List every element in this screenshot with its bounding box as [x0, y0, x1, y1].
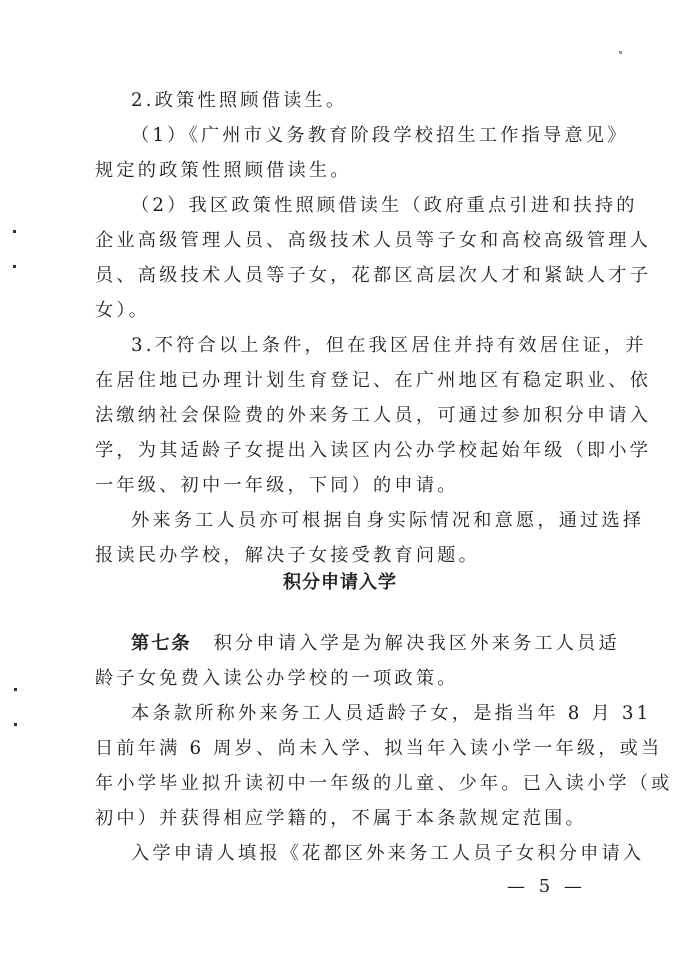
text-line: 本条款所称外来务工人员适龄子女，是指当年 8 月 31 — [131, 703, 652, 724]
text-line: （1）《广州市义务教育阶段学校招生工作指导意见》 — [131, 125, 629, 146]
article-label: 第七条 — [131, 633, 192, 654]
text-line: 入学申请人填报《花都区外来务工人员子女积分申请入 — [131, 843, 645, 864]
binding-hole-mark — [13, 265, 16, 268]
text-line: 日前年满 6 周岁、尚未入学、拟当年入读小学一年级，或当 — [95, 738, 663, 759]
text-line: 规定的政策性照顾借读生。 — [95, 160, 352, 181]
text-line: 在居住地已办理计划生育登记、在广州地区有稳定职业、依 — [95, 370, 652, 391]
article-text: 积分申请入学是为解决我区外来务工人员适 — [213, 633, 620, 654]
text-line: 年小学毕业拟升读初中一年级的儿童、少年。已入读小学（或 — [95, 773, 673, 794]
page-number: — 5 — — [507, 876, 586, 897]
scan-speck — [619, 51, 622, 54]
binding-hole-mark — [14, 723, 17, 726]
text-line: 企业高级管理人员、高级技术人员等子女和高校高级管理人 — [95, 230, 652, 251]
text-line: 女）。 — [95, 300, 151, 321]
text-line: 外来务工人员亦可根据自身实际情况和意愿，通过选择 — [131, 510, 645, 531]
binding-hole-mark — [13, 230, 16, 233]
text-line: 2.政策性照顾借读生。 — [131, 90, 348, 111]
article-first-line — [131, 633, 620, 655]
binding-hole-mark — [14, 688, 17, 691]
text-line: 龄子女免费入读公办学校的一项政策。 — [95, 668, 459, 689]
text-line: 报读民办学校，解决子女接受教育问题。 — [95, 545, 480, 566]
text-line: （2）我区政策性照顾借读生（政府重点引进和扶持的 — [131, 195, 638, 216]
text-line: 员、高级技术人员等子女，花都区高层次人才和紧缺人才子 — [95, 265, 652, 286]
text-line: 学，为其适龄子女提出入读区内公办学校起始年级（即小学 — [95, 440, 652, 461]
text-line: 3.不符合以上条件，但在我区居住并持有效居住证，并 — [131, 335, 647, 356]
section-heading: 积分申请入学 — [283, 572, 397, 593]
text-line: 初中）并获得相应学籍的，不属于本条款规定范围。 — [95, 808, 587, 829]
text-line: 法缴纳社会保险费的外来务工人员，可通过参加积分申请入 — [95, 405, 652, 426]
text-line: 一年级、初中一年级，下同）的申请。 — [95, 475, 459, 496]
